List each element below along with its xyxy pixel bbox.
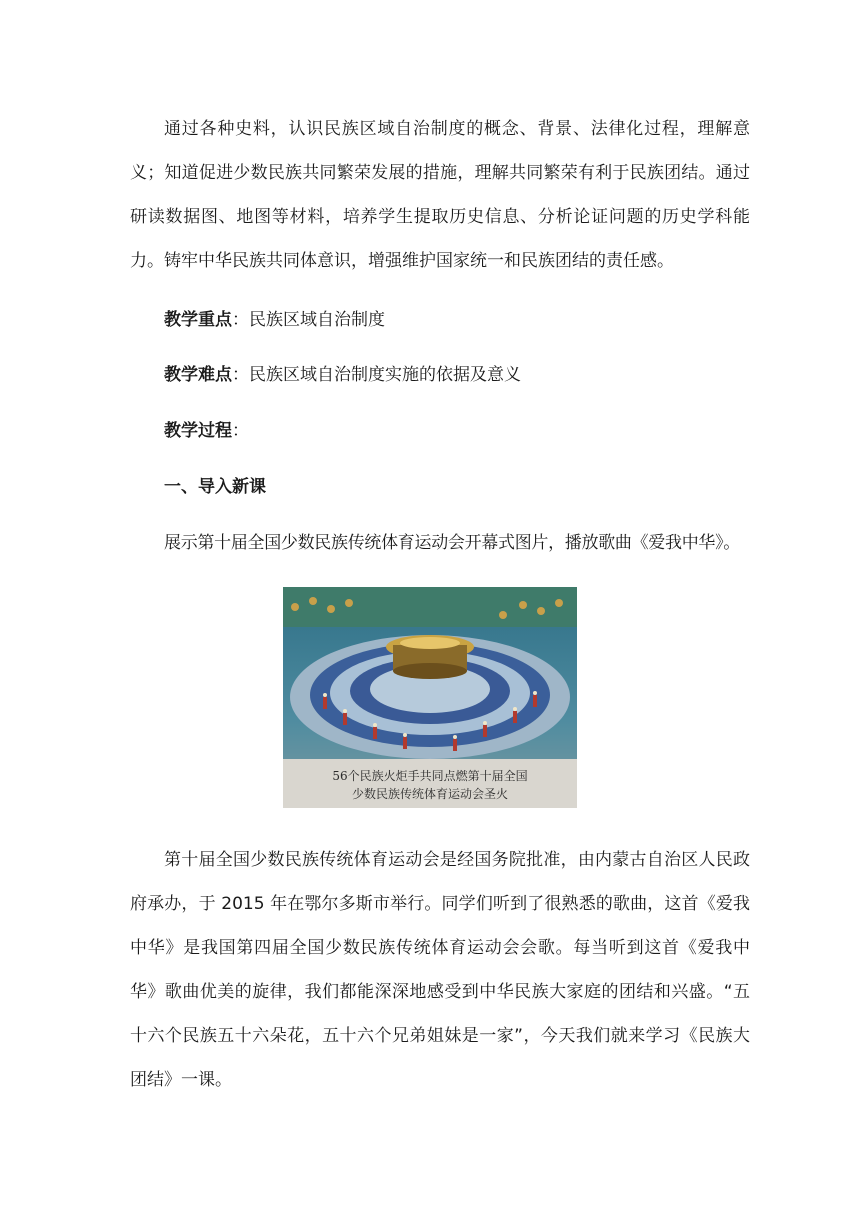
key-point-value: ：民族区域自治制度	[232, 310, 385, 330]
difficult-point	[130, 360, 784, 390]
ceremony-photo	[283, 587, 577, 808]
photo-caption-line2: 少数民族传统体育运动会圣火	[351, 787, 508, 801]
key-point	[130, 305, 784, 335]
body-paragraph: 第十届全国少数民族传统体育运动会是经国务院批准，由内蒙古自治区人民政府承办，于 2015 年在鄂尔多斯市举行。同学们听到了很熟悉的歌曲，这首《爱我中华》是我国第四届全国少数民族传统体育运动会会歌。每当听到这首《爱我中华》歌曲优美的旋律，我们都能深深地感受到中华民族大家庭的团结和兴盛。“五十六个民族五十六朵花，五十六个兄弟姐妹是一家”，今天我们就来学习《民族大团结》一课。	[130, 850, 750, 1090]
key-point-label: 教学重点	[164, 310, 232, 330]
section-title: 一、导入新课	[164, 477, 266, 497]
teaching-process	[130, 416, 784, 446]
photo-caption-line1: 56个民族火炬手共同点燃第十届全国	[332, 769, 528, 783]
teaching-process-value: ：	[232, 421, 249, 441]
difficult-point-label: 教学难点	[164, 365, 232, 385]
difficult-point-value: ：民族区域自治制度实施的依据及意义	[232, 365, 521, 385]
show-text: 展示第十届全国少数民族传统体育运动会开幕式图片，播放歌曲《爱我中华》。	[164, 533, 740, 553]
intro-paragraph: 通过各种史料，认识民族区域自治制度的概念、背景、法律化过程，理解意义；知道促进少数民族共同繁荣发展的措施，理解共同繁荣有利于民族团结。通过研读数据图、地图等材料，培养学生提取历史信息、分析论证问题的历史学科能力。铸牢中华民族共同体意识，增强维护国家统一和民族团结的责任感。	[130, 119, 750, 271]
teaching-process-label: 教学过程	[164, 421, 232, 441]
